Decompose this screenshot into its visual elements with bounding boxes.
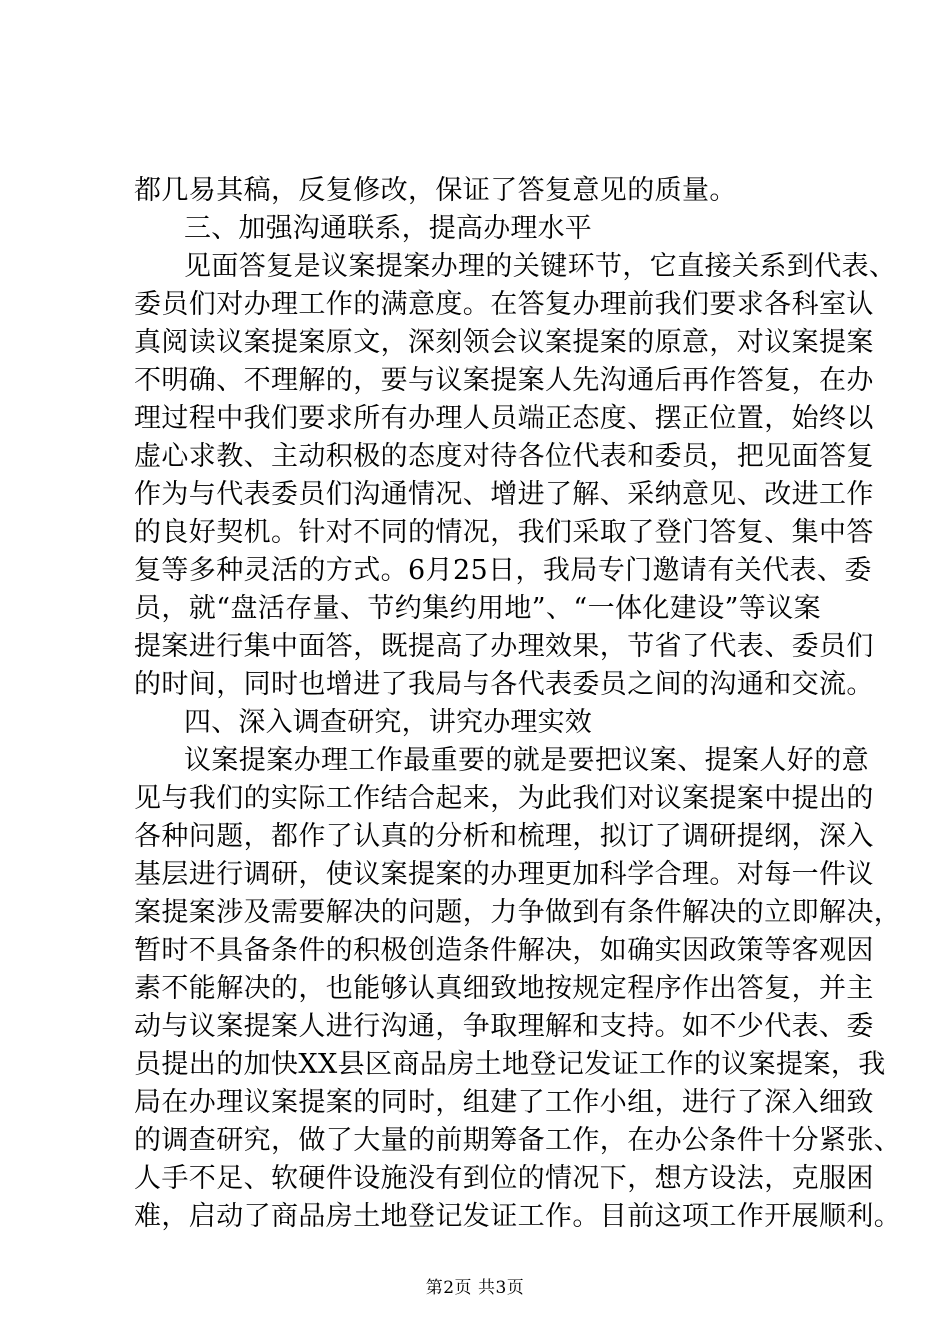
body-text-line: 不明确、不理解的，要与议案提案人先沟通后再作答复，在办 — [134, 365, 874, 396]
body-text-line: 难，启动了商品房土地登记发证工作。目前这项工作开展顺利。 — [134, 1201, 902, 1232]
body-text-line: 暂时不具备条件的积极创造条件解决，如确实因政策等客观因 — [134, 935, 874, 966]
body-text-line: 作为与代表委员们沟通情况、增进了解、采纳意见、改进工作 — [134, 479, 874, 510]
body-text-line: 提案进行集中面答，既提高了办理效果，节省了代表、委员们 — [134, 631, 874, 662]
section-heading: 三、加强沟通联系，提高办理水平 — [184, 213, 592, 244]
paragraph-first-line: 议案提案办理工作最重要的就是要把议案、提案人好的意 — [184, 745, 869, 776]
body-text-line: 虚心求教、主动积极的态度对待各位代表和委员，把见面答复 — [134, 441, 874, 472]
body-text-line: 员提出的加快XX县区商品房土地登记发证工作的议案提案，我 — [134, 1049, 886, 1080]
body-text-line: 真阅读议案提案原文，深刻领会议案提案的原意，对议案提案 — [134, 327, 874, 358]
body-text-line: 各种问题，都作了认真的分析和梳理，拟订了调研提纲，深入 — [134, 821, 874, 852]
body-text-line: 见与我们的实际工作结合起来，为此我们对议案提案中提出的 — [134, 783, 874, 814]
body-text-line: 的调查研究，做了大量的前期筹备工作，在办公条件十分紧张、 — [134, 1125, 902, 1156]
body-text-line: 动与议案提案人进行沟通，争取理解和支持。如不少代表、委 — [134, 1011, 874, 1042]
body-text-line: 基层进行调研，使议案提案的办理更加科学合理。对每一件议 — [134, 859, 874, 890]
body-text-line: 的时间，同时也增进了我局与各代表委员之间的沟通和交流。 — [134, 669, 874, 700]
paragraph-first-line: 见面答复是议案提案办理的关键环节，它直接关系到代表、 — [184, 251, 897, 282]
body-text-line: 复等多种灵活的方式。6月25日，我局专门邀请有关代表、委 — [134, 555, 872, 586]
body-text-line: 案提案涉及需要解决的问题，力争做到有条件解决的立即解决， — [134, 897, 902, 928]
section-heading: 四、深入调查研究，讲究办理实效 — [184, 707, 592, 738]
body-text-line: 素不能解决的，也能够认真细致地按规定程序作出答复，并主 — [134, 973, 874, 1004]
body-text-line: 的良好契机。针对不同的情况，我们采取了登门答复、集中答 — [134, 517, 874, 548]
body-text-line: 委员们对办理工作的满意度。在答复办理前我们要求各科室认 — [134, 289, 874, 320]
body-text-line: 人手不足、软硬件设施没有到位的情况下，想方设法，克服困 — [134, 1163, 874, 1194]
body-text-line: 员，就“盘活存量、节约集约用地”、“一体化建设”等议案 — [134, 593, 822, 624]
page-number: 第2页 共3页 — [425, 1278, 525, 1298]
body-text-line: 局在办理议案提案的同时，组建了工作小组，进行了深入细致 — [134, 1087, 874, 1118]
body-text-line: 理过程中我们要求所有办理人员端正态度、摆正位置，始终以 — [134, 403, 874, 434]
body-text-line: 都几易其稿，反复修改，保证了答复意见的质量。 — [134, 175, 737, 206]
